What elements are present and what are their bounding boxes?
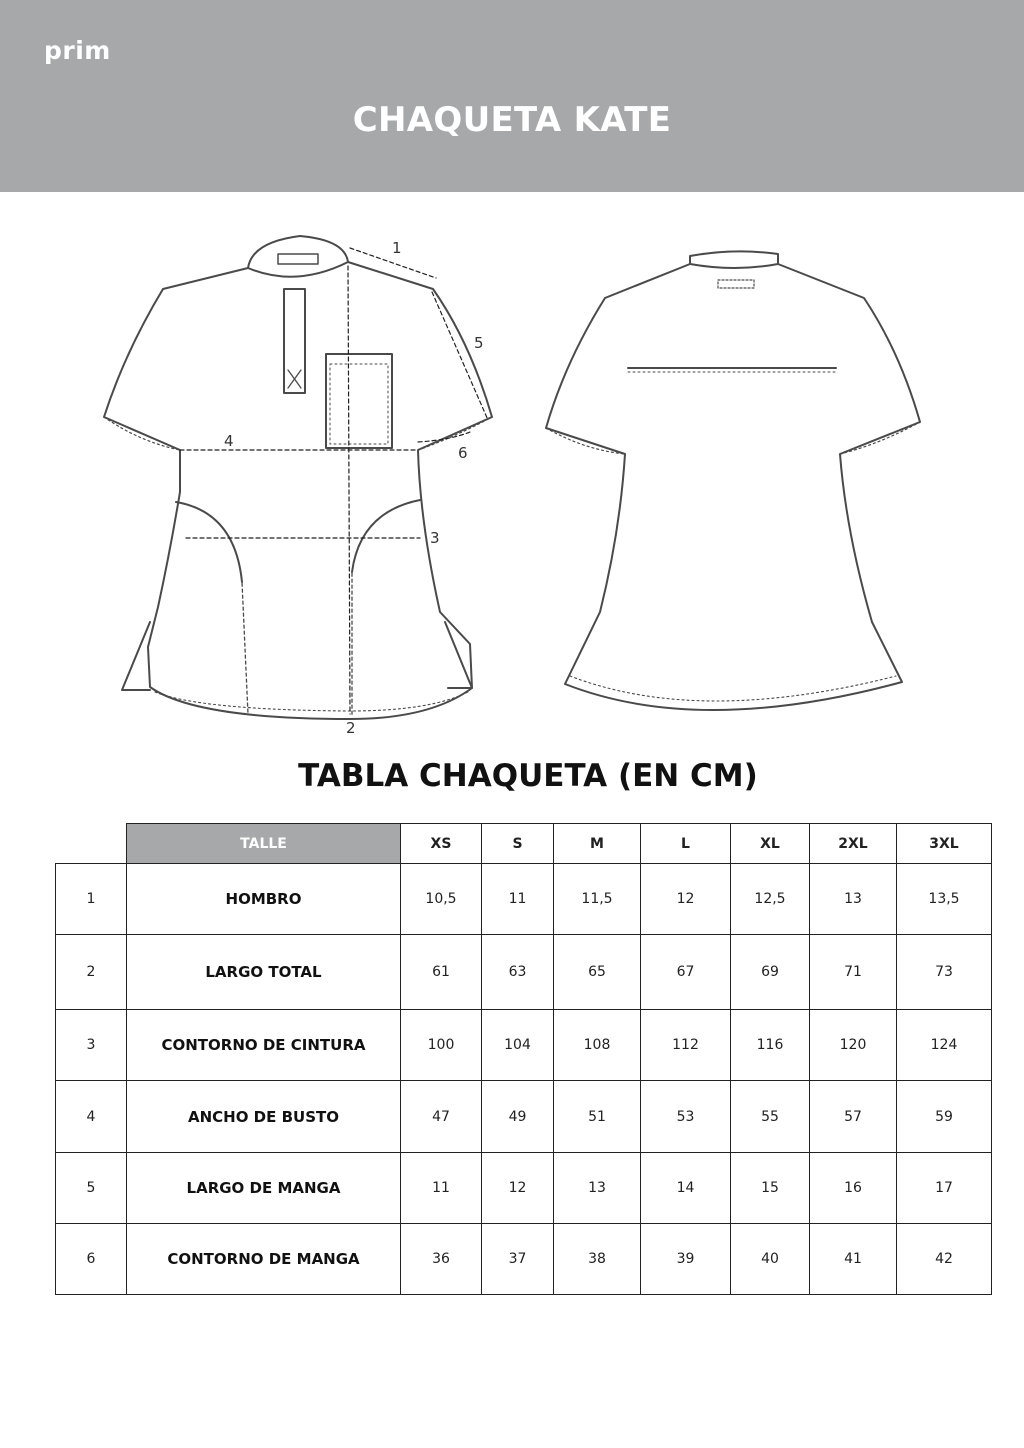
marker-5: 5	[474, 334, 484, 352]
measurement-value: 57	[810, 1081, 897, 1152]
measurement-value: 116	[731, 1010, 810, 1081]
marker-2: 2	[346, 719, 356, 737]
header-size-xl: XL	[731, 824, 810, 864]
measurement-value: 11,5	[554, 864, 641, 935]
back-view	[546, 251, 920, 710]
measurement-value: 17	[897, 1152, 992, 1223]
measurement-value: 55	[731, 1081, 810, 1152]
document-title: CHAQUETA KATE	[352, 100, 672, 140]
measurement-value: 59	[897, 1081, 992, 1152]
marker-3: 3	[430, 529, 440, 547]
measurement-value: 14	[641, 1152, 731, 1223]
measurement-value: 65	[554, 935, 641, 1010]
row-number: 4	[56, 1081, 127, 1152]
table-row	[56, 864, 992, 935]
front-view	[104, 236, 492, 719]
measurement-value: 42	[897, 1223, 992, 1294]
measurement-value: 63	[482, 935, 554, 1010]
measurement-name: HOMBRO	[127, 864, 401, 935]
header-size-s: S	[482, 824, 554, 864]
measurement-value: 13	[554, 1152, 641, 1223]
measurement-value: 47	[401, 1081, 482, 1152]
measurement-value: 69	[731, 935, 810, 1010]
measurement-value: 100	[401, 1010, 482, 1081]
table-row	[56, 1223, 992, 1294]
measurement-value: 40	[731, 1223, 810, 1294]
measurement-value: 61	[401, 935, 482, 1010]
measurement-value: 16	[810, 1152, 897, 1223]
brand-logo: prim	[44, 36, 111, 65]
table-row	[56, 1081, 992, 1152]
measurement-value: 13	[810, 864, 897, 935]
measurement-value: 53	[641, 1081, 731, 1152]
measurement-value: 41	[810, 1223, 897, 1294]
marker-6: 6	[458, 444, 468, 462]
measurement-value: 124	[897, 1010, 992, 1081]
header-size-l: L	[641, 824, 731, 864]
measurement-value: 51	[554, 1081, 641, 1152]
row-number: 3	[56, 1010, 127, 1081]
measurement-name: CONTORNO DE CINTURA	[127, 1010, 401, 1081]
measurement-value: 120	[810, 1010, 897, 1081]
measurement-lines	[180, 248, 488, 714]
measurement-value: 11	[482, 864, 554, 935]
measurement-value: 15	[731, 1152, 810, 1223]
table-row	[56, 1152, 992, 1223]
measurement-value: 104	[482, 1010, 554, 1081]
header-size-m: M	[554, 824, 641, 864]
measurement-name: LARGO DE MANGA	[127, 1152, 401, 1223]
table-title: TABLA CHAQUETA (EN CM)	[298, 758, 758, 794]
measurement-value: 12	[641, 864, 731, 935]
table-row	[56, 935, 992, 1010]
measurement-name: LARGO TOTAL	[127, 935, 401, 1010]
header-size-3xl: 3XL	[897, 824, 992, 864]
header-size-xs: XS	[401, 824, 482, 864]
measurement-name: ANCHO DE BUSTO	[127, 1081, 401, 1152]
garment-diagram	[0, 192, 1024, 752]
header-talle: TALLE	[127, 824, 401, 864]
header-size-2xl: 2XL	[810, 824, 897, 864]
measurement-value: 112	[641, 1010, 731, 1081]
measurement-value: 73	[897, 935, 992, 1010]
measurement-value: 39	[641, 1223, 731, 1294]
measurement-value: 71	[810, 935, 897, 1010]
measurement-value: 12,5	[731, 864, 810, 935]
measurement-value: 11	[401, 1152, 482, 1223]
header-blank	[56, 824, 127, 864]
measurement-value: 67	[641, 935, 731, 1010]
measurement-value: 37	[482, 1223, 554, 1294]
measurement-value: 36	[401, 1223, 482, 1294]
measurement-value: 12	[482, 1152, 554, 1223]
garment-svg	[0, 192, 1024, 752]
measurement-value: 10,5	[401, 864, 482, 935]
measurement-value: 49	[482, 1081, 554, 1152]
table-body	[56, 864, 992, 1295]
row-number: 2	[56, 935, 127, 1010]
row-number: 1	[56, 864, 127, 935]
marker-1: 1	[392, 239, 402, 257]
measurement-name: CONTORNO DE MANGA	[127, 1223, 401, 1294]
measurement-value: 108	[554, 1010, 641, 1081]
row-number: 6	[56, 1223, 127, 1294]
size-table	[55, 823, 992, 1295]
table-header-row	[56, 824, 992, 864]
measurement-value: 13,5	[897, 864, 992, 935]
table-row	[56, 1010, 992, 1081]
header-banner	[0, 0, 1024, 192]
row-number: 5	[56, 1152, 127, 1223]
measurement-value: 38	[554, 1223, 641, 1294]
marker-4: 4	[224, 432, 234, 450]
